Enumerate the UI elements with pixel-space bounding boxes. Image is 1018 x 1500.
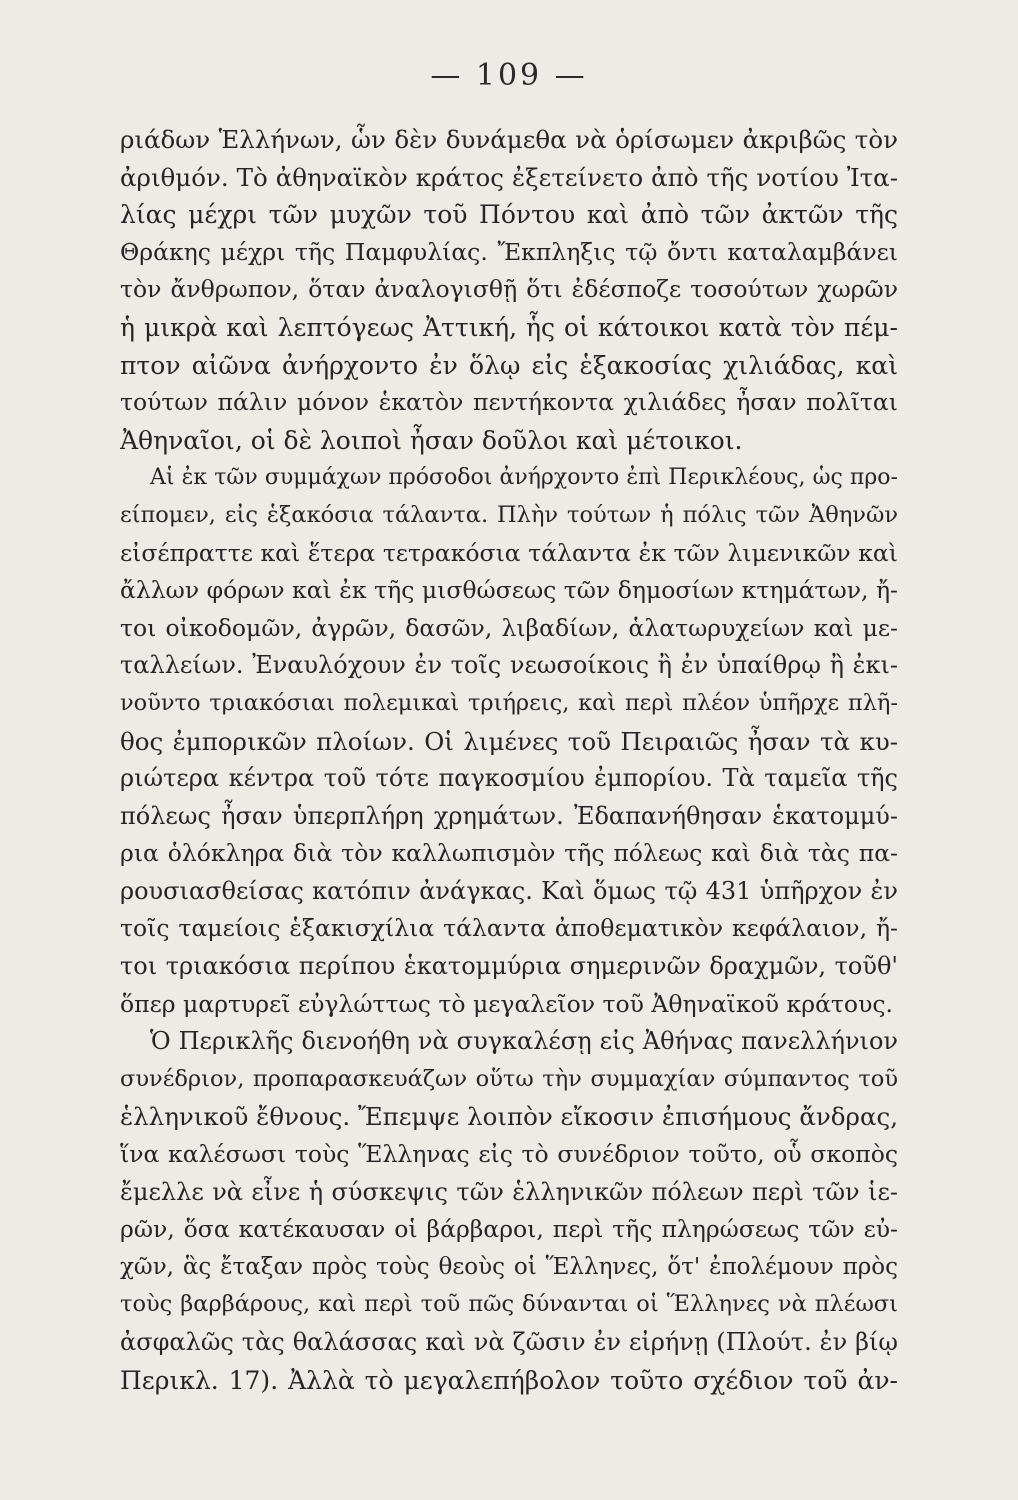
- text-line: τοὺς βαρβάρους, καὶ περὶ τοῦ πῶς δύνανται οἱ Ἕλληνες νὰ πλέωσι: [120, 1291, 898, 1318]
- text-line: ρια ὁλόκληρα διὰ τὸν καλλωπισμὸν τῆς πόλεως καὶ διὰ τὰς πα-: [120, 839, 898, 868]
- text-line: ἡ μικρὰ καὶ λεπτόγεως Ἀττική, ἧς οἱ κάτοικοι κατὰ τὸν πέμ-: [120, 312, 898, 342]
- text-line: ἔμελλε νὰ εἶνε ἡ σύσκεψις τῶν ἑλληνικῶν πόλεων περὶ τῶν ἱε-: [120, 1177, 898, 1206]
- text-line: τὸν ἄνθρωπον, ὅταν ἀναλογισθῇ ὅτι ἐδέσποζε τοσούτων χωρῶν: [120, 275, 898, 304]
- text-line: τοῖς ταμείοις ἑξακισχίλια τάλαντα ἀποθεματικὸν κεφάλαιον, ἤ-: [120, 914, 898, 943]
- page-number: — 109 —: [430, 58, 588, 93]
- text-line: τοι οἰκοδομῶν, ἀγρῶν, δασῶν, λιβαδίων, ἁλατωρυχείων καὶ με-: [120, 613, 898, 642]
- text-line: συνέδριον, προπαρασκευάζων οὕτω τὴν συμμαχίαν σύμπαντος τοῦ: [120, 1065, 898, 1092]
- text-line: Θράκης μέχρι τῆς Παμφυλίας. Ἔκπληξις τῷ ὄντι καταλαμβάνει: [120, 237, 898, 266]
- text-line: ἄλλων φόρων καὶ ἐκ τῆς μισθώσεως τῶν δημοσίων κτημάτων, ἤ-: [120, 576, 898, 605]
- text-line: νοῦντο τριακόσιαι πολεμικαὶ τριήρεις, καὶ περὶ πλέον ὑπῆρχε πλῆ-: [120, 689, 898, 716]
- text-line: χῶν, ἃς ἔταξαν πρὸς τοὺς θεοὺς οἱ Ἕλληνες, ὅτ' ἐπολέμουν πρὸς: [120, 1253, 898, 1280]
- text-line: Ἀθηναῖοι, οἱ δὲ λοιποὶ ἦσαν δοῦλοι καὶ μέτοικοι.: [120, 425, 743, 455]
- body-text: [120, 121, 898, 1399]
- text-line: ριώτερα κέντρα τοῦ τότε παγκοσμίου ἐμπορίου. Τὰ ταμεῖα τῆς: [120, 764, 898, 793]
- text-line: τοι τριακόσια περίπου ἑκατομμύρια σημερινῶν δραχμῶν, τοῦθ': [120, 952, 898, 981]
- text-line: Αἱ ἐκ τῶν συμμάχων πρόσοδοι ἀνήρχοντο ἐπὶ Περικλέους, ὡς προ-: [150, 465, 898, 491]
- text-line: ἵνα καλέσωσι τοὺς Ἕλληνας εἰς τὸ συνέδριον τοῦτο, οὗ σκοπὸς: [120, 1140, 898, 1169]
- text-line: είπομεν, εἰς ἑξακόσια τάλαντα. Πλὴν τούτων ἡ πόλις τῶν Ἀθηνῶν: [120, 501, 898, 528]
- text-line: ρουσιασθείσας κατόπιν ἀνάγκας. Καὶ ὅμως τῷ 431 ὑπῆρχον ἐν: [120, 876, 898, 905]
- text-line: πόλεως ἦσαν ὑπερπλήρη χρημάτων. Ἐδαπανήθησαν ἑκατομμύ-: [120, 801, 898, 830]
- text-line: εἰσέπραττε καὶ ἕτερα τετρακόσια τάλαντα ἐκ τῶν λιμενικῶν καὶ: [120, 538, 898, 567]
- text-line: Περικλ. 17). Ἀλλὰ τὸ μεγαλεπήβολον τοῦτο σχέδιον τοῦ ἀν-: [120, 1365, 898, 1395]
- text-line: ὅπερ μαρτυρεῖ εὐγλώττως τὸ μεγαλεῖον τοῦ Ἀθηναϊκοῦ κράτους.: [120, 989, 893, 1018]
- text-line: τούτων πάλιν μόνον ἑκατὸν πεντήκοντα χιλιάδες ἦσαν πολῖται: [120, 388, 898, 417]
- text-line: ἑλληνικοῦ ἔθνους. Ἔπεμψε λοιπὸν εἴκοσιν ἐπισήμους ἄνδρας,: [120, 1102, 898, 1132]
- text-line: λίας μέχρι τῶν μυχῶν τοῦ Πόντου καὶ ἀπὸ τῶν ἀκτῶν τῆς: [120, 200, 898, 230]
- text-line: ριάδων Ἑλλήνων, ὧν δὲν δυνάμεθα νὰ ὁρίσωμεν ἀκριβῶς τὸν: [120, 125, 898, 154]
- text-line: ἀριθμόν. Τὸ ἀθηναϊκὸν κράτος ἐξετείνετο ἀπὸ τῆς νοτίου Ἰτα-: [120, 162, 898, 192]
- text-line: Ὁ Περικλῆς διενοήθη νὰ συγκαλέσῃ εἰς Ἀθήνας πανελλήνιον: [150, 1027, 898, 1056]
- text-line: ρῶν, ὅσα κατέκαυσαν οἱ βάρβαροι, περὶ τῆς πληρώσεως τῶν εὐ-: [120, 1215, 898, 1244]
- text-line: ταλλείων. Ἐναυλόχουν ἐν τοῖς νεωσοίκοις ἢ ἐν ὑπαίθρῳ ἢ ἐκι-: [120, 651, 898, 680]
- text-line: ἀσφαλῶς τὰς θαλάσσας καὶ νὰ ζῶσιν ἐν εἰρήνῃ (Πλούτ. ἐν βίῳ: [120, 1328, 898, 1356]
- text-line: πτον αἰῶνα ἀνήρχοντο ἐν ὅλῳ εἰς ἑξακοσίας χιλιάδας, καὶ: [120, 350, 898, 380]
- text-line: θος ἐμπορικῶν πλοίων. Οἱ λιμένες τοῦ Πειραιῶς ἦσαν τὰ κυ-: [120, 726, 898, 756]
